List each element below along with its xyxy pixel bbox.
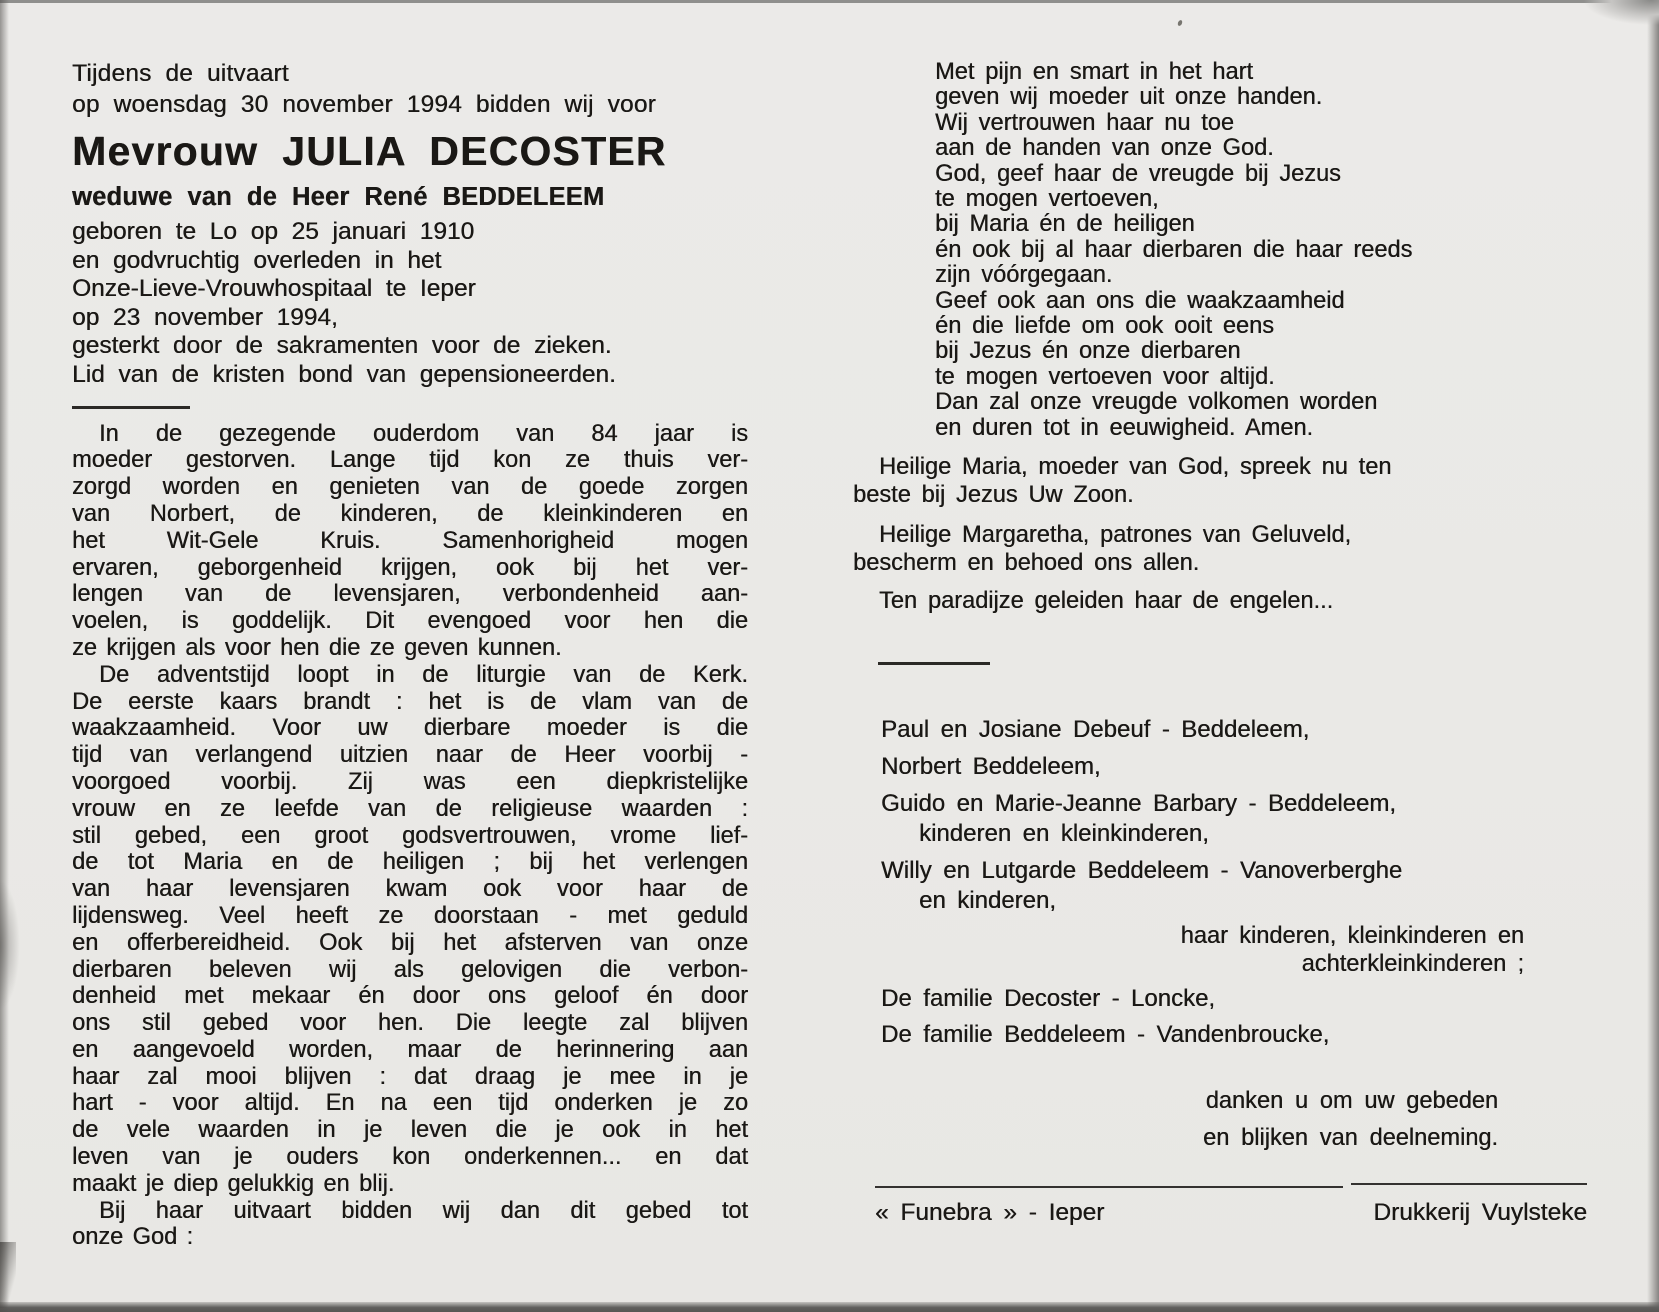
text-line: en aangevoeld worden, maar de herinnering aan (72, 1036, 748, 1063)
text-line: God, geef haar de vreugde bij Jezus (935, 160, 1341, 187)
text-line: ons stil gebed voor hen. Die leegte zal blijven (72, 1010, 748, 1037)
text-line: In de gezegende ouderdom van 84 jaar is (99, 420, 748, 447)
family-entry-sub: en kinderen, (919, 887, 1056, 915)
text-line: zorgd worden en genieten van de goede zorgen (72, 474, 748, 501)
text-line: beste bij Jezus Uw Zoon. (853, 481, 1134, 508)
family-entry-main: Willy en Lutgarde Beddeleem - Vanoverberghe (881, 857, 1403, 885)
text-line: én die liefde om ook ooit eens (935, 313, 1274, 340)
text-line: Geef ook aan ons die waakzaamheid (935, 287, 1345, 314)
text-line: ervaren, geborgenheid krijgen, ook bij het ver- (72, 554, 748, 581)
text-line: lijdensweg. Veel heeft ze doorstaan - met geduld (72, 902, 748, 929)
text-line: lengen van de levensjaren, verbondenheid aan- (72, 581, 748, 608)
scan-smudge (0, 880, 20, 1010)
text-line: van Norbert, de kinderen, de kleinkinderen en (72, 500, 748, 527)
text-line: voorgoed voorbij. Zij was een diepkristelijke (72, 768, 748, 795)
text-line: gesterkt door de sakramenten voor de zieken. (72, 332, 612, 360)
text-line: op 23 november 1994, (72, 303, 338, 331)
text-line: het Wit-Gele Kruis. Samenhorigheid mogen (72, 527, 748, 554)
funeral-intro (72, 58, 748, 120)
publisher-label: « Funebra » - Ieper (875, 1199, 1105, 1227)
text-line: Lid van de kristen bond van gepensioneerden. (72, 360, 616, 388)
family-list (853, 715, 1626, 916)
text-line: maakt je diep gelukkig en blij. (72, 1170, 395, 1197)
right-column (853, 60, 1626, 1227)
scan-edge-right (1647, 0, 1659, 1312)
scan-edge-left (0, 0, 9, 1312)
text-line: de tot Maria en de heiligen ; bij het verlengen (72, 849, 748, 876)
text-line: Onze-Lieve-Vrouwhospitaal te Ieper (72, 275, 476, 303)
scan-corner-bottom-left (0, 1242, 16, 1308)
scan-edge-top (0, 0, 1659, 3)
text-line: De eerste kaars brandt : het is de vlam van de (72, 688, 748, 715)
scan-edge-bottom (0, 1302, 1659, 1312)
scan-speck (1177, 19, 1183, 26)
deceased-name: Mevrouw JULIA DECOSTER (72, 128, 667, 174)
extended-family-lines (853, 984, 1626, 1050)
text-line: danken u om uw gebeden (1205, 1088, 1498, 1115)
prayer-text (853, 60, 1626, 441)
text-line: achterkleinkinderen ; (1301, 950, 1524, 977)
divider-rule (72, 406, 190, 409)
text-line: waakzaamheid. Voor uw dierbare moeder is die (72, 715, 748, 742)
text-line: en godvruchtig overleden in het (72, 246, 442, 274)
biography-lines (72, 218, 748, 390)
text-line: stil gebed, een groot godsvertrouwen, vrome lief- (72, 822, 748, 849)
text-line: en blijken van deelneming. (1203, 1125, 1498, 1152)
text-line: Heilige Maria, moeder van God, spreek nu ten (879, 454, 1392, 481)
text-line: op woensdag 30 november 1994 bidden wij voor (72, 91, 656, 118)
text-line: én ook bij al haar dierbaren die haar reeds (935, 236, 1413, 263)
text-line: en duren tot in eeuwigheid. Amen. (935, 414, 1314, 441)
text-line: aan de handen van onze God. (935, 135, 1274, 162)
family-entry (853, 715, 1626, 745)
text-line: De adventstijd loopt in de liturgie van de Kerk. (99, 661, 748, 688)
text-line: haar zal mooi blijven : dat draag je mee in je (72, 1063, 748, 1090)
footer (875, 1199, 1626, 1227)
family-entry-main: Norbert Beddeleem, (881, 753, 1101, 781)
text-line: hart - voor altijd. En na een tijd onderken je zo (72, 1090, 748, 1117)
family-entry-main: Guido en Marie-Jeanne Barbary - Beddeleem, (881, 790, 1396, 818)
text-line: geboren te Lo op 25 januari 1910 (72, 218, 475, 245)
text-line: Bij haar uitvaart bidden wij dan dit gebed tot (99, 1197, 748, 1224)
text-line: Heilige Margaretha, patrones van Geluveld, (879, 522, 1352, 549)
text-line: en offerbereidheid. Ook bij het afsterven van onze (72, 929, 748, 956)
scan-corner-fold (1581, 0, 1659, 26)
text-line: moeder gestorven. Lange tijd kon ze thuis ver- (72, 447, 748, 474)
text-line: zijn vóórgegaan. (935, 262, 1113, 289)
text-line: dierbaren beleven wij als gelovigen die verbon- (72, 956, 748, 983)
paradise-line: Ten paradijze geleiden haar de engelen... (879, 588, 1334, 615)
widow-line: weduwe van de Heer René BEDDELEEM (72, 183, 605, 211)
family-entry (853, 752, 1626, 782)
text-line: bescherm en behoed ons allen. (853, 549, 1200, 576)
text-line: geven wij moeder uit onze handen. (935, 84, 1323, 111)
text-line: bij Jezus én onze dierbaren (935, 338, 1241, 365)
text-line: Dan zal onze vreugde volkomen worden (935, 389, 1378, 416)
text-line: voelen, is goddelijk. Dit evengoed voor hen die (72, 608, 748, 635)
text-line: denheid met mekaar én door ons geloof én door (72, 983, 748, 1010)
family-entry-main: Paul en Josiane Debeuf - Beddeleem, (881, 716, 1310, 744)
text-line: vrouw en ze leefde van de religieuse waarden : (72, 795, 748, 822)
invocation-margaretha (853, 522, 1626, 577)
family-entry (853, 789, 1626, 849)
memorial-paragraph-3 (72, 1198, 748, 1252)
text-line: De familie Beddeleem - Vandenbroucke, (881, 1021, 1330, 1049)
text-line: van haar levensjaren kwam ook voor haar de (72, 876, 748, 903)
divider-rule (878, 662, 990, 665)
text-line: De familie Decoster - Loncke, (881, 985, 1215, 1013)
invocation-maria (853, 454, 1626, 509)
footer-rule-right (1351, 1183, 1587, 1185)
text-line: Met pijn en smart in het hart (935, 59, 1253, 85)
text-line: haar kinderen, kleinkinderen en (1180, 923, 1524, 950)
left-column (72, 58, 748, 1251)
thanks-lines (853, 1083, 1626, 1157)
footer-rule-left (875, 1186, 1343, 1188)
text-line: te mogen vertoeven voor altijd. (935, 363, 1275, 390)
text-line: leven van je ouders kon onderkennen... en dat (72, 1144, 748, 1171)
text-line: de vele waarden in je leven die je ook in het (72, 1117, 748, 1144)
printer-label: Drukkerij Vuylsteke (1373, 1199, 1587, 1227)
family-entry-sub: kinderen en kleinkinderen, (919, 820, 1209, 848)
footer-rule (875, 1183, 1626, 1188)
memorial-paragraph-2 (72, 662, 748, 1198)
text-line: ze krijgen als voor hen die ze geven kunnen. (72, 634, 562, 661)
text-line: bij Maria én de heiligen (935, 211, 1195, 238)
text-line: Wij vertrouwen haar nu toe (935, 109, 1234, 136)
text-line: Tijdens de uitvaart (72, 60, 289, 87)
text-line: tijd van verlangend uitzien naar de Heer voorbij - (72, 742, 748, 769)
text-line: onze God : (72, 1224, 194, 1251)
family-entry (853, 856, 1626, 916)
memorial-paragraph-1 (72, 421, 748, 662)
relatives-lines (853, 923, 1626, 978)
text-line: te mogen vertoeven, (935, 186, 1159, 213)
